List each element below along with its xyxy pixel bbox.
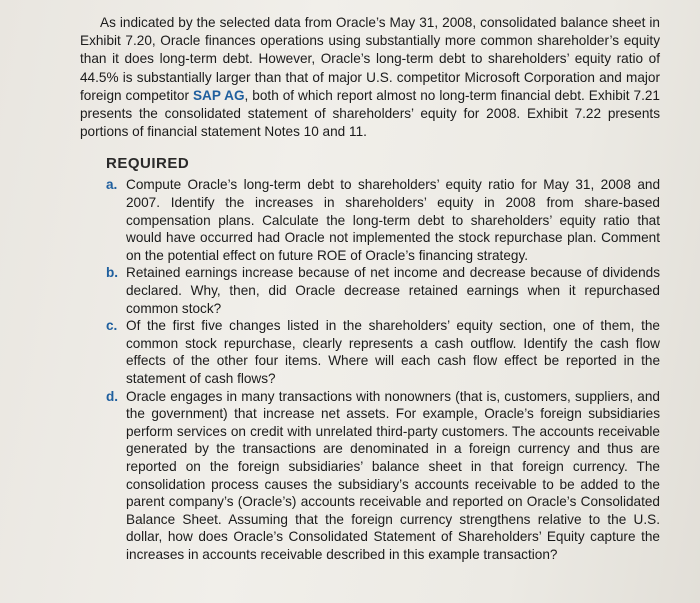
intro-text-before-sap: As indicated by the selected data from Oracle’s May 31, 2008, consolidated balance sheet in Exhibit 7.20, Oracle finances operations using substantially more common shareholder’s equity than it does long-term debt. However, Oracle’s long-term debt to shareholders’ equity ratio of 44.5% is substantially larger than that of major U.S. competitor Microsoft Corporation and major foreign competitor [80, 15, 660, 103]
required-item-c [106, 317, 660, 387]
required-list [80, 176, 660, 563]
required-item-d [106, 388, 660, 564]
item-letter: a. [106, 177, 118, 193]
required-heading: REQUIRED [106, 155, 190, 173]
intro-paragraph [80, 14, 660, 141]
item-text: Compute Oracle’s long-term debt to shareholders’ equity ratio for May 31, 2008 and 2007. Identify the increases in shareholders’ equity in 2008 from share-based compensation plans. Calculate the long-term debt to shareholders’ equity ratio that would have occurred had Oracle not implemented the stock repurchase plan. Comment on the potential effect on future ROE of Oracle’s financing strategy. [126, 177, 660, 263]
sap-ag-highlight: SAP AG [192, 87, 245, 103]
item-text: Oracle engages in many transactions with nonowners (that is, customers, suppliers, and the government) that increase net assets. For example, Oracle’s foreign subsidiaries perform services on credit with unrelated third-party customers. The accounts receivable generated by the transactions are denominated in a foreign currency and thus are reported on the foreign subsidiaries’ balance sheet in that foreign currency. The consolidation process causes the subsidiary’s accounts receivable to be added to the parent company’s (Oracle’s) accounts receivable and reported on Oracle’s Consolidated Balance Sheet. Assuming that the foreign currency strengthens relative to the U.S. dollar, how does Oracle’s Consolidated Statement of Shareholders’ Equity capture the increases in accounts receivable described in this example transaction? [126, 388, 660, 562]
required-item-a [106, 176, 660, 264]
item-letter: b. [106, 265, 119, 281]
item-text: Of the first five changes listed in the shareholders’ equity section, one of them, the common stock repurchase, clearly represents a cash outflow. Identify the cash flow effects of the other four items. Where will each cash flow effect be reported in the statement of cash flows? [126, 318, 660, 386]
item-letter: d. [106, 388, 119, 404]
item-letter: c. [106, 318, 118, 334]
item-text: Retained earnings increase because of net income and decrease because of dividends declared. Why, then, did Oracle decrease retained earnings when it repurchased common stock? [126, 265, 660, 316]
intro-text-after-sap: , both of which report almost no long-term financial debt. Exhibit 7.21 presents the consolidated statement of shareholders’ equity for 2008. Exhibit 7.22 presents portions of financial statement Notes 10 and 11. [80, 87, 660, 140]
required-item-b [106, 264, 660, 317]
